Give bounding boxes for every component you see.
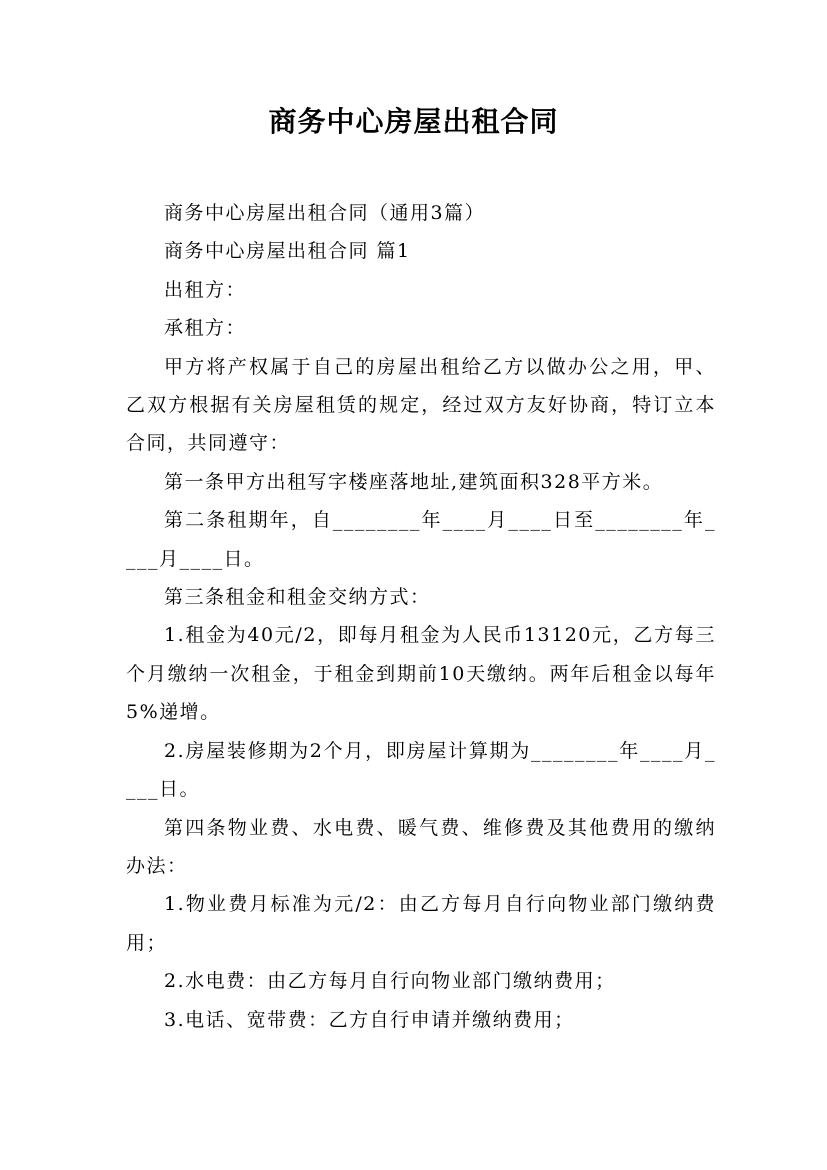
paragraph-preamble: 甲方将产权属于自己的房屋出租给乙方以做办公之用，甲、乙双方根据有关房屋租赁的规定，经过双方友好协商，特订立本合同，共同遵守： xyxy=(126,355,716,455)
document-body xyxy=(126,194,716,1039)
paragraph-section-heading: 商务中心房屋出租合同 篇1 xyxy=(164,240,411,263)
paragraph-article-2: 第二条租期年，自________年____月____日至________年____月____日。 xyxy=(126,509,716,570)
paragraph-subtitle: 商务中心房屋出租合同（通用3篇） xyxy=(164,202,486,224)
paragraph-lessee: 承租方： xyxy=(164,317,247,340)
paragraph-article-4-item-3: 3.电话、宽带费：乙方自行申请并缴纳费用； xyxy=(164,1008,575,1031)
paragraph-article-4: 第四条物业费、水电费、暖气费、维修费及其他费用的缴纳办法： xyxy=(126,816,716,877)
document-title: 商务中心房屋出租合同 xyxy=(268,105,559,138)
paragraph-article-4-item-1: 1.物业费月标准为元/2：由乙方每月自行向物业部门缴纳费用； xyxy=(126,893,716,954)
paragraph-article-3-item-2: 2.房屋装修期为2个月，即房屋计算期为________年____月____日。 xyxy=(126,739,716,801)
paragraph-article-4-item-2: 2.水电费：由乙方每月自行向物业部门缴纳费用； xyxy=(164,970,616,993)
paragraph-article-1: 第一条甲方出租写字楼座落地址,建筑面积328平方米。 xyxy=(164,470,664,493)
paragraph-article-3: 第三条租金和租金交纳方式： xyxy=(164,586,431,609)
paragraph-lessor: 出租方： xyxy=(164,278,247,301)
paragraph-article-3-item-1: 1.租金为40元/2，即每月租金为人民币13120元，乙方每三个月缴纳一次租金，于租金到期前10天缴纳。两年后租金以每年5%递增。 xyxy=(126,624,716,724)
